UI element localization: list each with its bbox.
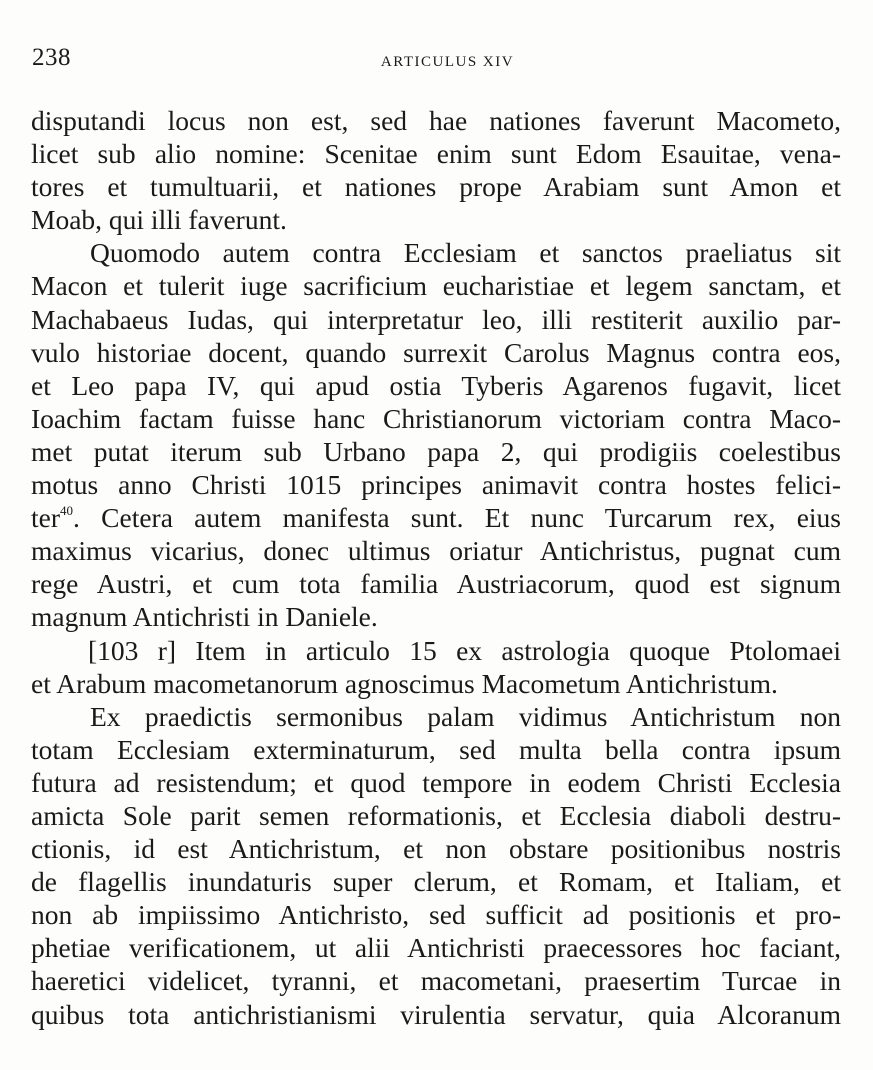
text-line: de flagellis inundaturis super clerum, et Romam, et Italiam, et (31, 866, 841, 898)
text-line: amicta Sole parit semen reformationis, et Ecclesia diaboli destru- (31, 799, 841, 831)
text-fragment: ter (31, 502, 61, 534)
text-line: licet sub alio nomine: Scenitae enim sunt Edom Esauitae, vena- (31, 138, 841, 170)
running-head: ARTICULUS XIV (380, 54, 515, 70)
footnote-ref: 40 (60, 503, 74, 519)
paragraph-first-line: Ex praedictis sermonibus palam vidimus Antichristum non (90, 700, 841, 732)
text-line: Ioachim factam fuisse hanc Christianorum victoriam contra Maco- (31, 402, 841, 434)
text-line: et Leo papa IV, qui apud ostia Tyberis Agarenos fugavit, licet (31, 369, 841, 401)
text-line: et Arabum macometanorum agnoscimus Macometum Antichristum. (31, 667, 778, 699)
text-line: haeretici videlicet, tyranni, et macometani, praesertim Turcae in (31, 965, 841, 997)
page-header (32, 44, 843, 78)
text-line: Macon et tulerit iuge sacrificium eucharistiae et legem sanctam, et (31, 270, 841, 302)
text-line: rege Austri, et cum tota familia Austriacorum, quod est signum (31, 568, 841, 600)
text-line: met putat iterum sub Urbano papa 2, qui prodigiis coelestibus (31, 435, 841, 467)
paragraph-first-line: [103 r] Item in articulo 15 ex astrologia quoque Ptolomaei (88, 634, 841, 666)
text-line: futura ad resistendum; et quod tempore in eodem Christi Ecclesia (31, 766, 841, 798)
text-line: magnum Antichristi in Daniele. (31, 601, 378, 633)
text-line: vulo historiae docent, quando surrexit Carolus Magnus contra eos, (31, 336, 841, 368)
text-line: maximus vicarius, donec ultimus oriatur Antichristus, pugnat cum (31, 535, 841, 567)
paragraph-first-line: Quomodo autem contra Ecclesiam et sanctos praeliatus sit (90, 237, 841, 269)
text-line: Moab, qui illi faverunt. (31, 204, 287, 236)
text-line: totam Ecclesiam exterminaturum, sed multa bella contra ipsum (31, 733, 841, 765)
text-line: tores et tumultuarii, et nationes prope Arabiam sunt Amon et (31, 171, 841, 203)
text-line: disputandi locus non est, sed hae nationes faverunt Macometo, (31, 105, 841, 136)
text-line: non ab impiissimo Antichristo, sed sufficit ad positionis et pro- (31, 899, 841, 931)
text-line-with-footnote (31, 501, 841, 534)
text-line: motus anno Christi 1015 principes animavit contra hostes felici- (31, 469, 841, 501)
text-fragment: . Cetera autem manifesta sunt. Et nunc Turcarum rex, eius (73, 502, 841, 534)
body-text (31, 104, 841, 1031)
text-line: ctionis, id est Antichristum, et non obstare positionibus nostris (31, 833, 841, 865)
text-line: quibus tota antichristianismi virulentia servatur, quia Alcoranum (31, 998, 841, 1030)
text-line: Machabaeus Iudas, qui interpretatur leo, illi restiterit auxilio par- (31, 303, 841, 335)
page-number: 238 (32, 44, 71, 71)
text-line: phetiae verificationem, ut alii Antichristi praecessores hoc faciant, (31, 932, 841, 964)
